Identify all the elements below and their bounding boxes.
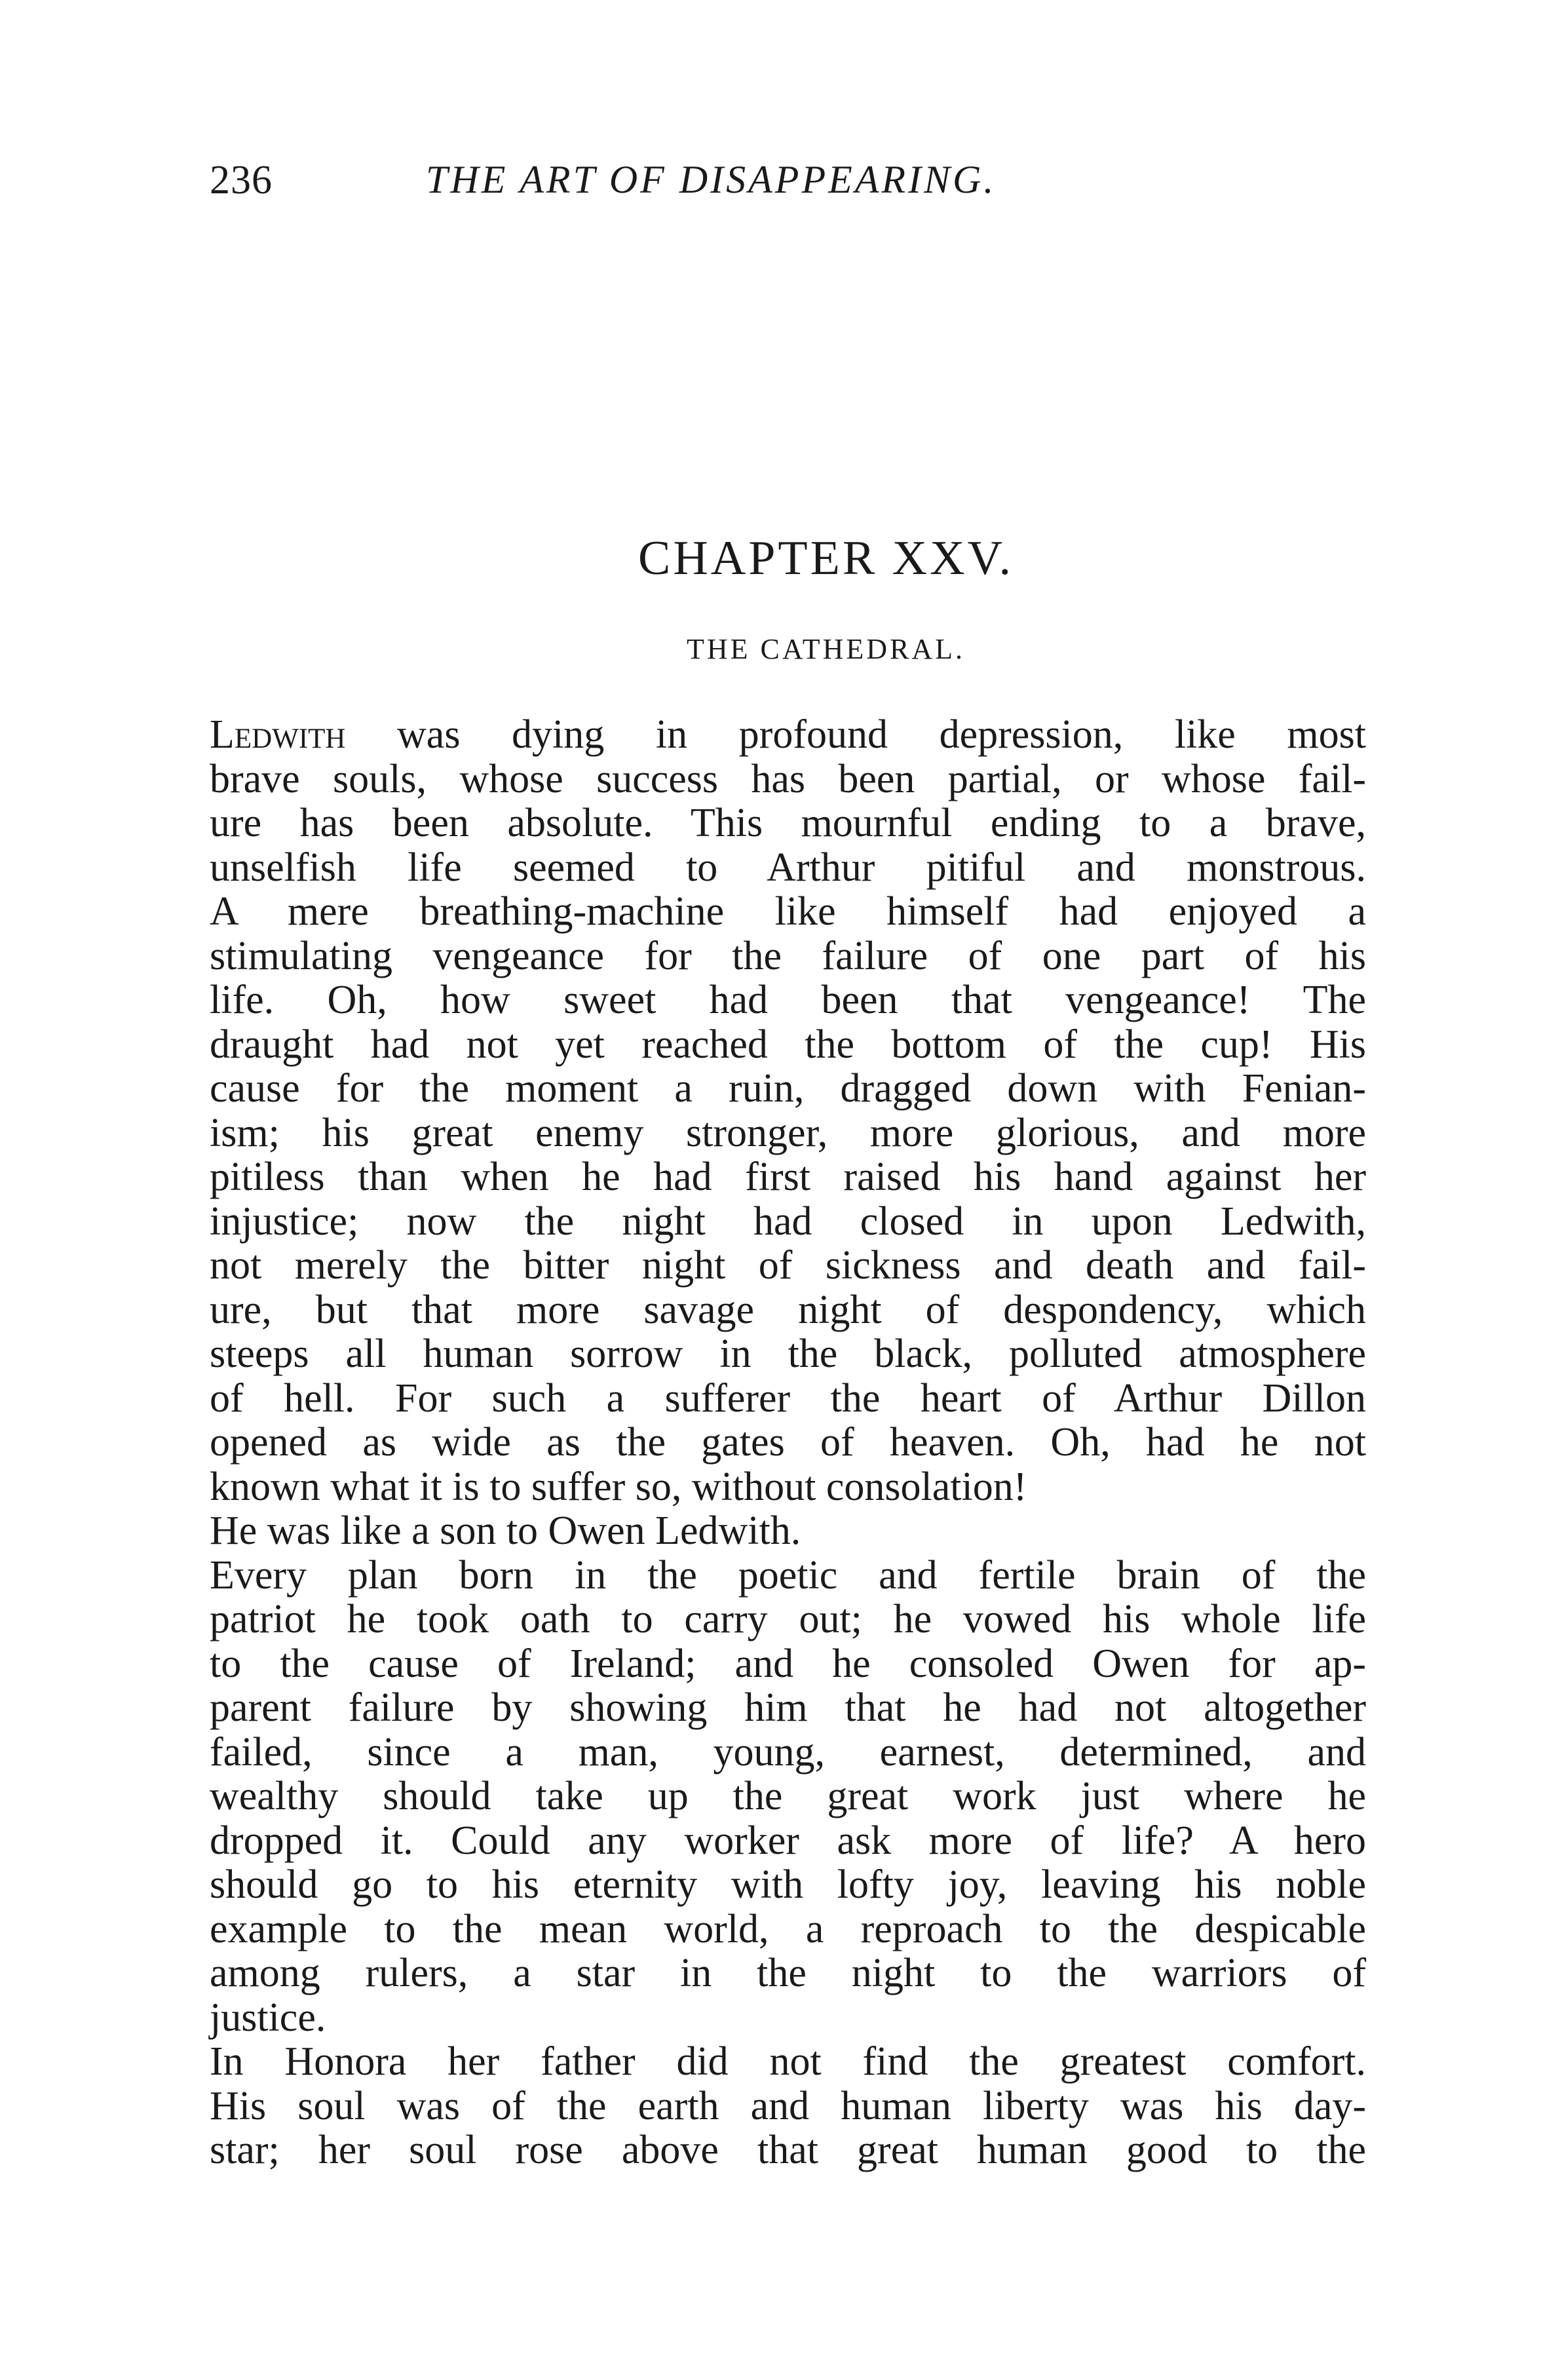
text-line: His soul was of the earth and human liberty was his day- (210, 2083, 1366, 2128)
text-line: ure has been absolute. This mournful ending to a brave, (210, 801, 1366, 845)
text-line: steeps all human sorrow in the black, polluted atmosphere (210, 1332, 1366, 1376)
chapter-subtitle: THE CATHEDRAL. (686, 633, 966, 665)
text-line: injustice; now the night had closed in upon Ledwith, (210, 1199, 1366, 1244)
text-line: not merely the bitter night of sickness and death and fail- (210, 1243, 1366, 1288)
text-line: A mere breathing-machine like himself had enjoyed a (210, 889, 1366, 934)
text-line: dropped it. Could any worker ask more of life? A hero (210, 1818, 1366, 1863)
running-title: THE ART OF DISAPPEARING. (426, 158, 997, 201)
text-line: life. Oh, how sweet had been that vengeance! The (210, 978, 1366, 1022)
text-line: opened as wide as the gates of heaven. Oh, had he not (210, 1420, 1366, 1465)
text-line: should go to his eternity with lofty joy, leaving his noble (210, 1862, 1366, 1907)
text-line: star; her soul rose above that great human good to the (210, 2128, 1366, 2172)
text-line: brave souls, whose success has been partial, or whose fail- (210, 756, 1366, 801)
text-line: ism; his great enemy stronger, more glorious, and more (210, 1110, 1366, 1155)
text-line: ure, but that more savage night of despondency, which (210, 1287, 1366, 1332)
chapter-heading: CHAPTER XXV. (638, 531, 1014, 585)
text-line: failed, since a man, young, earnest, determined, and (210, 1729, 1366, 1775)
text-line: wealthy should take up the great work just where he (210, 1774, 1366, 1818)
text-line: He was like a son to Owen Ledwith. (210, 1508, 801, 1553)
text-line (210, 713, 1366, 758)
text-line: of hell. For such a sufferer the heart of Arthur Dillon (210, 1375, 1366, 1421)
text-line: In Honora her father did not find the greatest comfort. (210, 2039, 1366, 2084)
text-line: parent failure by showing him that he had not altogether (210, 1685, 1366, 1730)
text-line: cause for the moment a ruin, dragged down with Fenian- (210, 1066, 1366, 1111)
text-line: draught had not yet reached the bottom of the cup! His (210, 1022, 1366, 1067)
drop-word: Ledwith (210, 712, 346, 757)
text-line: stimulating vengeance for the failure of one part of his (210, 933, 1366, 978)
text-line: justice. (210, 1995, 326, 2040)
text-line: pitiless than when he had first raised his hand against her (210, 1155, 1366, 1199)
running-header (210, 157, 1363, 216)
text-line: unselfish life seemed to Arthur pitiful and monstrous. (210, 845, 1366, 890)
text-line: known what it is to suffer so, without consolation! (210, 1464, 1027, 1509)
text-line: among rulers, a star in the night to the warriors of (210, 1951, 1366, 1995)
page-number: 236 (210, 158, 273, 202)
text-line: Every plan born in the poetic and fertile brain of the (210, 1552, 1366, 1598)
text-line-rest: was dying in profound depression, like most (345, 712, 1366, 757)
body-text (210, 713, 1366, 2173)
text-line: to the cause of Ireland; and he consoled Owen for ap- (210, 1641, 1366, 1686)
text-line: example to the mean world, a reproach to the despicable (210, 1906, 1366, 1951)
text-line: patriot he took oath to carry out; he vowed his whole life (210, 1597, 1366, 1641)
